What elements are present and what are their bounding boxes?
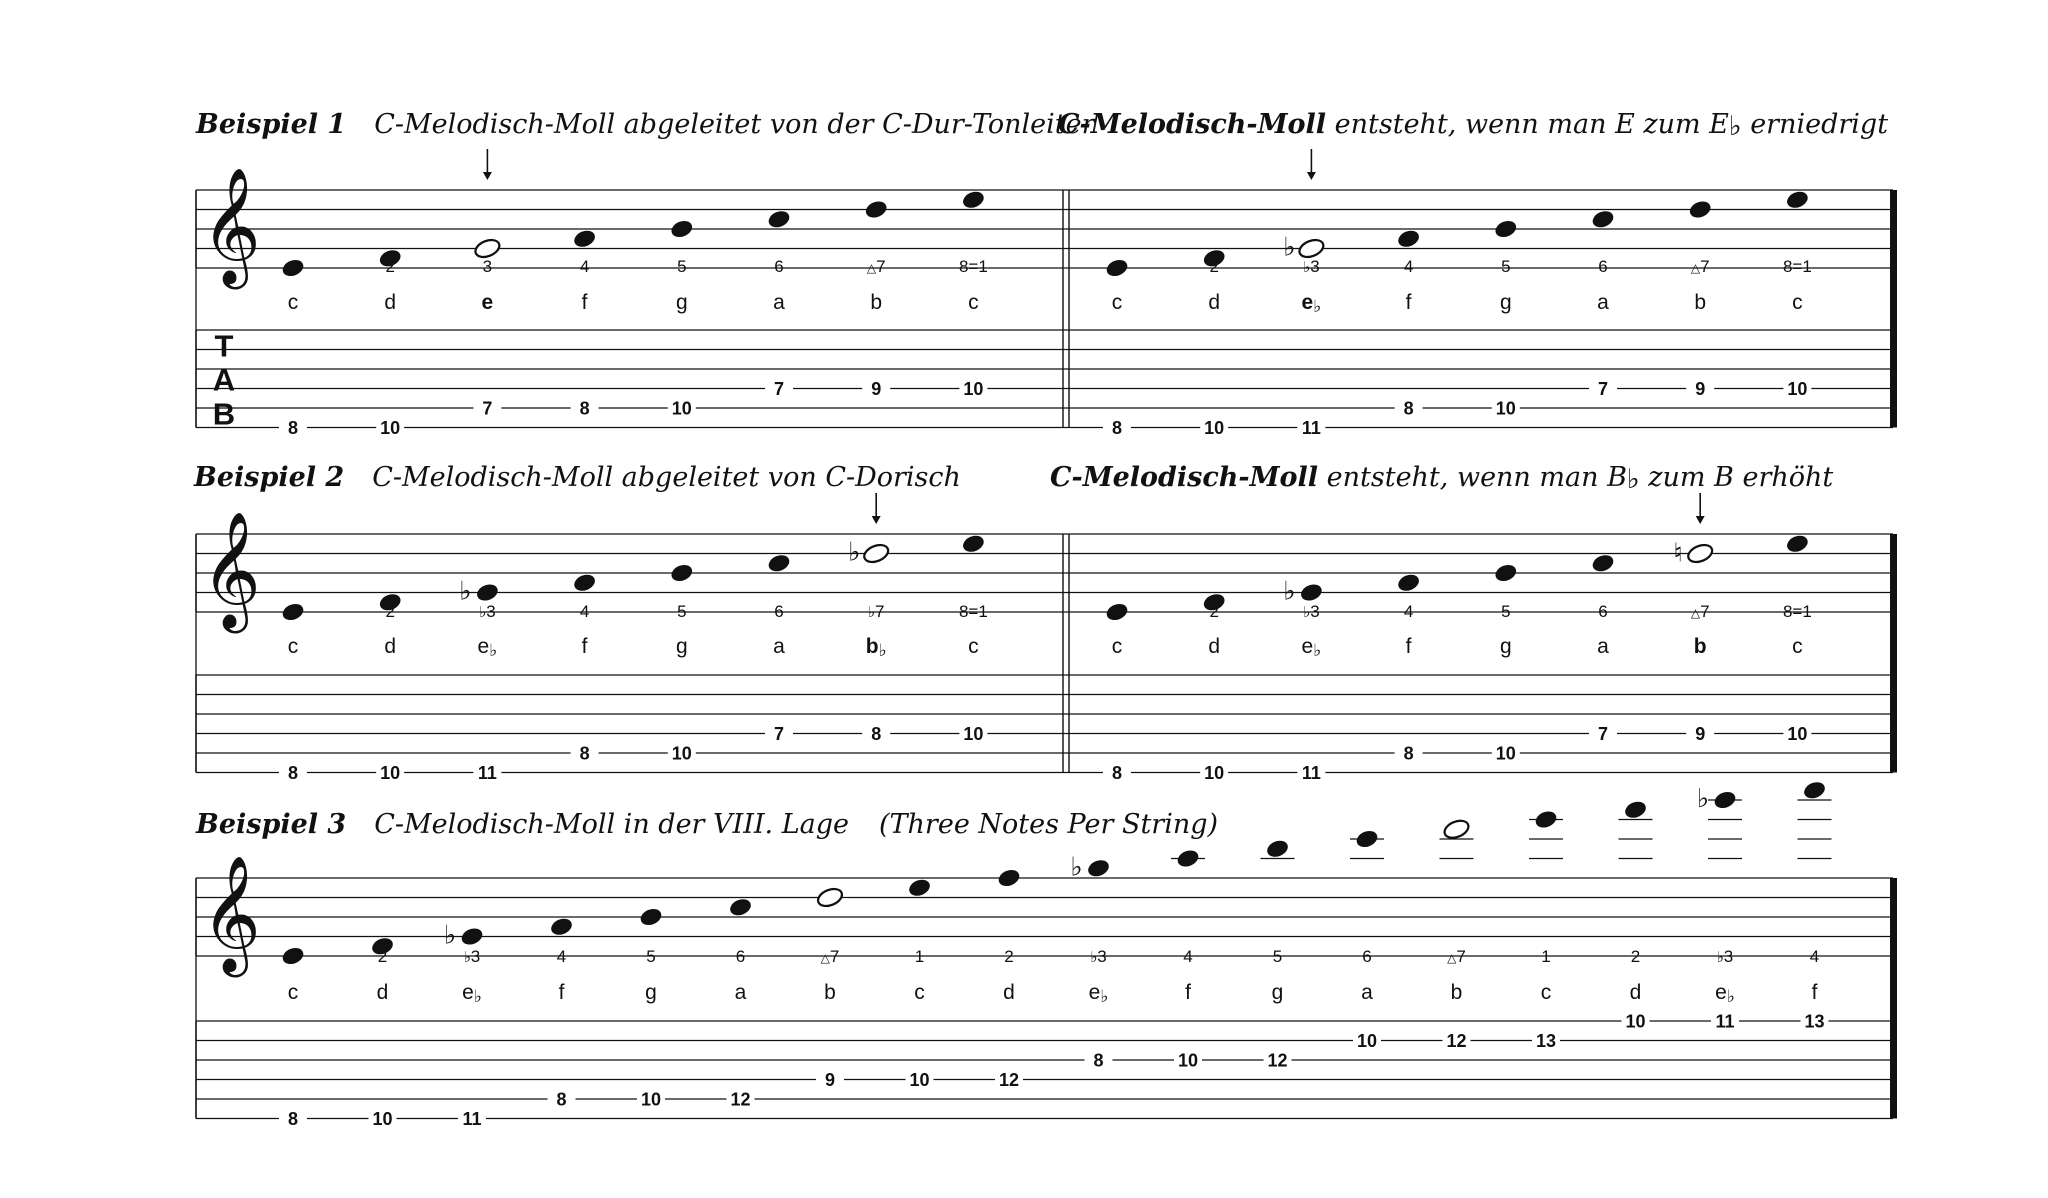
fret-number: 13	[1804, 1011, 1825, 1032]
fret-number: 9	[1695, 379, 1706, 399]
scale-degree-value: 5	[1501, 257, 1511, 276]
example-1-label: Beispiel 1	[196, 109, 347, 140]
example-2-right-flat: ♭	[1626, 464, 1640, 495]
fret-number: 8	[1093, 1050, 1104, 1071]
example-2-header	[193, 462, 961, 493]
note-name	[582, 635, 588, 658]
example-2-right-post: zum B erhöht	[1639, 462, 1834, 493]
note-name-value: a	[734, 981, 747, 1004]
note-name	[384, 291, 396, 314]
note-name-value: g	[1499, 291, 1512, 314]
example-1-right-flat: ♭	[1728, 111, 1742, 142]
scale-degree	[464, 947, 481, 966]
scale-degree-value: 2	[385, 257, 395, 276]
note-name	[1406, 635, 1412, 658]
scale-degree	[646, 947, 655, 966]
note-name-value: c	[968, 635, 979, 658]
fret-number: 10	[372, 1109, 393, 1129]
scale-degree	[959, 602, 988, 621]
scale-degree	[774, 257, 783, 276]
scale-degree	[868, 602, 885, 621]
note-name	[1185, 981, 1191, 1004]
scale-degree	[385, 602, 394, 621]
treble-clef-icon: 𝄞	[201, 166, 261, 285]
note-name-value: c	[287, 981, 299, 1004]
scale-degree	[1598, 257, 1607, 276]
note-name	[914, 981, 925, 1004]
final-barline	[1890, 878, 1897, 1119]
note-name	[482, 291, 494, 314]
fret-number: 8	[579, 743, 590, 764]
triangle-icon: △	[820, 951, 830, 965]
scale-degree-value: 1	[1112, 257, 1122, 276]
example-2-right-pre: entsteht, wenn man B	[1318, 462, 1627, 493]
fret-number: 10	[671, 743, 692, 764]
example-1-right-bold: C-Melodisch-Moll	[1058, 109, 1327, 140]
fret-number: 8	[579, 398, 590, 419]
scale-degree-value: 3	[482, 257, 493, 276]
fret-number: 8	[1111, 418, 1123, 438]
note-name	[676, 635, 688, 658]
note-name	[1361, 981, 1373, 1004]
fret-number: 10	[963, 379, 984, 399]
scale-degree	[557, 947, 566, 966]
triangle-icon: △	[1690, 261, 1701, 275]
note-name-value: a	[773, 635, 785, 658]
scale-degree	[1541, 947, 1550, 966]
fret-number: 10	[963, 724, 984, 744]
scale-degree-value: 4	[1183, 947, 1193, 966]
fret-number: 10	[1204, 418, 1225, 438]
scale-degree	[915, 947, 924, 966]
flat-icon: ♭	[1726, 987, 1735, 1006]
fret-number: 11	[1715, 1011, 1735, 1032]
note-name-value: c	[1540, 981, 1552, 1004]
fret-number: 11	[1301, 418, 1321, 438]
example-1-title: C-Melodisch-Moll abgeleitet von der C-Dur-Tonleiter	[374, 109, 1095, 140]
fret-number: 10	[1495, 398, 1516, 419]
note-name-value: a	[1597, 291, 1609, 314]
fret-number: 12	[998, 1070, 1020, 1090]
note-name-value: c	[1792, 291, 1803, 314]
scale-degree-value: 2	[1209, 602, 1219, 621]
scale-degree-value: 8=1	[1782, 257, 1812, 276]
note-name-value: c	[1792, 635, 1803, 658]
note-name-value: c	[1111, 291, 1123, 314]
tab-letter-a: A	[212, 362, 236, 398]
note-name-value: a	[773, 291, 785, 314]
scale-degree-value: 5	[677, 602, 687, 621]
scale-degree	[1404, 602, 1413, 621]
treble-clef-icon: 𝄞	[201, 510, 261, 629]
scale-degree-value: 4	[1403, 602, 1414, 621]
scale-degree	[1183, 947, 1192, 966]
scale-degree	[580, 602, 589, 621]
flat-icon: ♭	[1283, 232, 1296, 263]
note-name	[288, 981, 299, 1004]
fret-number: 10	[1356, 1031, 1378, 1051]
fret-number: 12	[1446, 1031, 1467, 1051]
scale-degree-value: 4	[1403, 257, 1414, 276]
note-name-value: a	[1597, 635, 1609, 658]
note-name-value: g	[645, 981, 657, 1004]
fret-number: 8	[1403, 398, 1414, 419]
flat-icon: ♭	[463, 949, 471, 966]
example-1-right-header	[1058, 109, 1888, 142]
scale-degree-value: 5	[677, 257, 687, 276]
note-name	[1112, 635, 1123, 658]
example-1-right-pre: entsteht, wenn man E zum E	[1326, 109, 1729, 140]
scale-degree	[483, 257, 492, 276]
fret-number: 8	[1111, 763, 1123, 783]
note-name-value: g	[1271, 981, 1284, 1004]
fret-number: 10	[1204, 763, 1225, 783]
scale-degree-value: 7	[1456, 947, 1466, 966]
scale-degree-value: 8=1	[958, 602, 988, 621]
flat-icon: ♭	[1303, 259, 1311, 276]
flat-icon: ♭	[1716, 949, 1724, 966]
scale-degree-value: 7	[1700, 257, 1710, 276]
note-name-value: c	[287, 635, 299, 658]
scale-degree-value: 2	[377, 947, 388, 966]
fret-number: 7	[1597, 379, 1609, 399]
scale-degree	[1004, 947, 1013, 966]
fret-number: 8	[287, 1109, 299, 1129]
example-2-right-bold: C-Melodisch-Moll	[1050, 462, 1319, 493]
note-name	[1208, 635, 1220, 658]
example-3-label: Beispiel 3	[196, 809, 347, 840]
scale-degree-value: 1	[1112, 602, 1122, 621]
scale-degree-value: 4	[556, 947, 567, 966]
flat-icon: ♭	[1696, 784, 1710, 814]
note-name	[1500, 635, 1512, 658]
scale-degree-value: 7	[876, 257, 886, 276]
fret-number: 9	[1695, 724, 1706, 744]
scale-degree	[677, 602, 686, 621]
note-name-value: f	[1405, 291, 1412, 314]
scale-degree-value: 3	[1723, 947, 1734, 966]
note-name	[824, 981, 836, 1004]
fret-number: 7	[482, 398, 493, 419]
flat-icon: ♭	[1303, 604, 1311, 621]
note-name	[1112, 291, 1123, 314]
scale-degree	[774, 602, 783, 621]
scale-degree	[479, 602, 496, 621]
scale-degree-value: 3	[1310, 602, 1320, 621]
note-name	[1694, 635, 1707, 658]
note-name-value: d	[384, 291, 397, 314]
final-barline	[1890, 534, 1897, 773]
note-name	[1451, 981, 1463, 1004]
scale-degree	[288, 947, 297, 966]
scale-degree	[1717, 947, 1734, 966]
example-2-label: Beispiel 2	[194, 462, 345, 493]
scale-degree-value: 2	[1630, 947, 1641, 966]
note-name	[773, 291, 785, 314]
note-name-value: b	[824, 981, 836, 1004]
fret-number: 8	[871, 724, 882, 744]
flat-icon: ♭	[1283, 576, 1296, 607]
note-name-value: e	[477, 635, 490, 658]
note-name-value: f	[581, 635, 588, 658]
scale-degree	[959, 257, 988, 276]
scale-degree-value: 6	[1362, 947, 1372, 966]
scale-degree	[1501, 602, 1510, 621]
flat-icon: ♭	[479, 604, 487, 621]
fret-number: 12	[1267, 1050, 1288, 1071]
example-1-header	[195, 109, 1097, 140]
note-name-value: c	[1111, 635, 1123, 658]
flat-icon: ♭	[443, 920, 457, 951]
fret-number: 8	[287, 418, 299, 438]
scale-degree-value: 1	[914, 947, 925, 966]
note-name	[773, 635, 785, 658]
scale-degree-value: 3	[470, 947, 481, 966]
scale-degree	[288, 602, 297, 621]
scale-degree-value: 6	[774, 257, 784, 276]
note-name	[735, 981, 747, 1004]
scale-degree-value: 2	[385, 602, 395, 621]
note-name-value: d	[1208, 635, 1221, 658]
note-name-value: f	[1811, 981, 1818, 1004]
note-name-value: d	[376, 981, 389, 1004]
natural-icon: ♮	[1673, 538, 1683, 569]
note-name-value: f	[558, 981, 565, 1004]
note-name	[1003, 981, 1015, 1004]
flat-icon: ♭	[459, 576, 472, 607]
scale-degree	[580, 257, 589, 276]
note-name	[384, 635, 396, 658]
tab-letter-t: T	[214, 328, 234, 364]
scale-degree-value: 8=1	[958, 257, 988, 276]
flat-icon: ♭	[878, 641, 887, 660]
note-name	[645, 981, 657, 1004]
example-3-title: C-Melodisch-Moll in der VIII. Lage	[374, 809, 849, 840]
note-name	[1792, 635, 1803, 658]
fret-number: 8	[287, 763, 299, 783]
flat-icon: ♭	[1313, 297, 1322, 316]
note-name	[1208, 291, 1220, 314]
note-name-value: g	[675, 635, 688, 658]
note-name-value: f	[1405, 635, 1412, 658]
note-name-value: g	[1499, 635, 1512, 658]
note-name	[1792, 291, 1803, 314]
note-name	[1406, 291, 1412, 314]
note-name-value: b	[1450, 981, 1463, 1004]
fret-number: 9	[824, 1070, 836, 1090]
scale-degree-value: 3	[1310, 257, 1320, 276]
fret-number: 11	[477, 763, 497, 783]
note-name	[288, 635, 299, 658]
treble-clef-icon: 𝄞	[201, 854, 261, 973]
note-name-value: e	[1088, 981, 1101, 1004]
note-name-value: d	[384, 635, 397, 658]
example-2-title: C-Melodisch-Moll abgeleitet von C-Dorisch	[372, 462, 961, 493]
scale-degree	[1783, 602, 1812, 621]
fret-number: 8	[1403, 743, 1414, 764]
note-name-value: b	[870, 291, 883, 314]
scale-degree-value: 6	[735, 947, 746, 966]
note-name-value: e	[462, 981, 474, 1004]
fret-number: 10	[1787, 724, 1808, 744]
scale-degree	[1598, 602, 1607, 621]
fret-number: 10	[640, 1089, 662, 1110]
scale-degree-value: 7	[875, 602, 885, 621]
note-name	[1500, 291, 1512, 314]
note-name-value: c	[968, 291, 979, 314]
note-name-value: e	[1301, 291, 1314, 314]
scale-degree	[385, 257, 394, 276]
flat-icon: ♭	[848, 537, 861, 568]
fret-number: 10	[380, 418, 401, 438]
scale-degree-value: 5	[1501, 602, 1511, 621]
scale-degree-value: 6	[1598, 602, 1608, 621]
note-name-value: a	[1361, 981, 1373, 1004]
scale-degree-value: 7	[1700, 602, 1710, 621]
note-name-value: d	[1629, 981, 1642, 1004]
scale-degree	[1404, 257, 1413, 276]
example-2-right-header	[1050, 462, 1833, 495]
scale-degree	[1303, 257, 1320, 276]
note-name	[1630, 981, 1642, 1004]
scale-degree-value: 1	[288, 257, 298, 276]
scale-degree	[288, 257, 297, 276]
scale-degree-value: 3	[486, 602, 496, 621]
scale-degree	[1090, 947, 1107, 966]
fret-number: 8	[556, 1089, 567, 1110]
note-name-value: f	[581, 291, 588, 314]
flat-icon: ♭	[867, 604, 876, 621]
scale-degree	[378, 947, 387, 966]
fret-number: 10	[1625, 1011, 1646, 1032]
note-name	[559, 981, 565, 1004]
scale-degree	[1501, 257, 1510, 276]
note-name-value: e	[1715, 981, 1727, 1004]
scale-degree-value: 7	[829, 947, 840, 966]
scale-degree	[1112, 257, 1121, 276]
scale-degree	[1209, 257, 1218, 276]
note-name	[1597, 291, 1609, 314]
note-name-value: c	[287, 291, 299, 314]
scale-degree	[1209, 602, 1218, 621]
note-name	[968, 291, 979, 314]
note-name	[1597, 635, 1609, 658]
scale-degree-value: 6	[774, 602, 784, 621]
note-name-value: b	[865, 635, 879, 658]
note-name	[377, 981, 389, 1004]
fret-number: 7	[773, 724, 785, 744]
flat-icon: ♭	[1313, 641, 1322, 660]
flat-icon: ♭	[1090, 949, 1098, 966]
fret-number: 10	[380, 763, 401, 783]
scale-degree	[1810, 947, 1819, 966]
note-name	[1272, 981, 1284, 1004]
fret-number: 10	[671, 398, 692, 419]
note-name	[1541, 981, 1552, 1004]
triangle-icon: △	[866, 261, 877, 275]
scale-degree-value: 1	[288, 947, 298, 966]
scale-degree	[736, 947, 745, 966]
fret-number: 10	[1787, 379, 1808, 399]
note-name	[676, 291, 688, 314]
scale-degree-value: 5	[1272, 947, 1283, 966]
scale-degree-value: 5	[646, 947, 656, 966]
scale-degree-value: 4	[579, 602, 590, 621]
fret-number: 9	[871, 379, 882, 399]
note-name-value: e	[1301, 635, 1314, 658]
scale-degree-value: 2	[1004, 947, 1014, 966]
note-name-value: e	[481, 291, 494, 314]
note-name	[288, 291, 299, 314]
tab-letter-b: B	[212, 396, 236, 432]
note-name-value: b	[1693, 635, 1707, 658]
scale-degree-value: 6	[1598, 257, 1608, 276]
note-name	[1694, 291, 1706, 314]
scale-degree-value: 1	[1541, 947, 1551, 966]
fret-number: 13	[1535, 1031, 1557, 1051]
note-name-value: d	[1003, 981, 1015, 1004]
scale-degree	[1631, 947, 1640, 966]
note-name-value: d	[1208, 291, 1221, 314]
triangle-icon: △	[1690, 606, 1701, 620]
fret-number: 10	[909, 1070, 930, 1090]
triangle-icon: △	[1447, 951, 1457, 965]
example-3-subtitle: (Three Notes Per String)	[879, 809, 1219, 840]
scale-degree-value: 3	[1097, 947, 1107, 966]
scale-degree	[1112, 602, 1121, 621]
note-name-value: g	[675, 291, 688, 314]
note-name	[582, 291, 588, 314]
scale-degree-value: 1	[288, 602, 298, 621]
note-name-value: f	[1185, 981, 1191, 1004]
flat-icon: ♭	[473, 987, 482, 1006]
fret-number: 10	[1177, 1050, 1199, 1071]
scale-degree	[1783, 257, 1812, 276]
scale-degree-value: 2	[1209, 257, 1219, 276]
flat-icon: ♭	[1070, 852, 1083, 883]
final-barline	[1890, 190, 1897, 428]
flat-icon: ♭	[1100, 987, 1109, 1006]
note-name	[870, 291, 882, 314]
note-name-value: b	[1694, 291, 1707, 314]
scale-degree	[1303, 602, 1320, 621]
fret-number: 7	[1597, 724, 1609, 744]
scale-degree-value: 8=1	[1782, 602, 1812, 621]
example-1-right-post: erniedrigt	[1741, 109, 1889, 140]
scale-degree	[1273, 947, 1282, 966]
fret-number: 10	[1495, 743, 1516, 764]
scale-degree	[1362, 947, 1371, 966]
scale-degree-value: 4	[579, 257, 590, 276]
flat-icon: ♭	[489, 641, 498, 660]
scale-degree-value: 4	[1809, 947, 1820, 966]
note-name-value: c	[914, 981, 925, 1004]
fret-number: 11	[1301, 763, 1321, 783]
fret-number: 12	[730, 1089, 751, 1110]
note-name	[968, 635, 979, 658]
scale-degree	[677, 257, 686, 276]
fret-number: 7	[773, 379, 785, 399]
note-name	[1812, 981, 1818, 1004]
fret-number: 11	[462, 1109, 482, 1129]
